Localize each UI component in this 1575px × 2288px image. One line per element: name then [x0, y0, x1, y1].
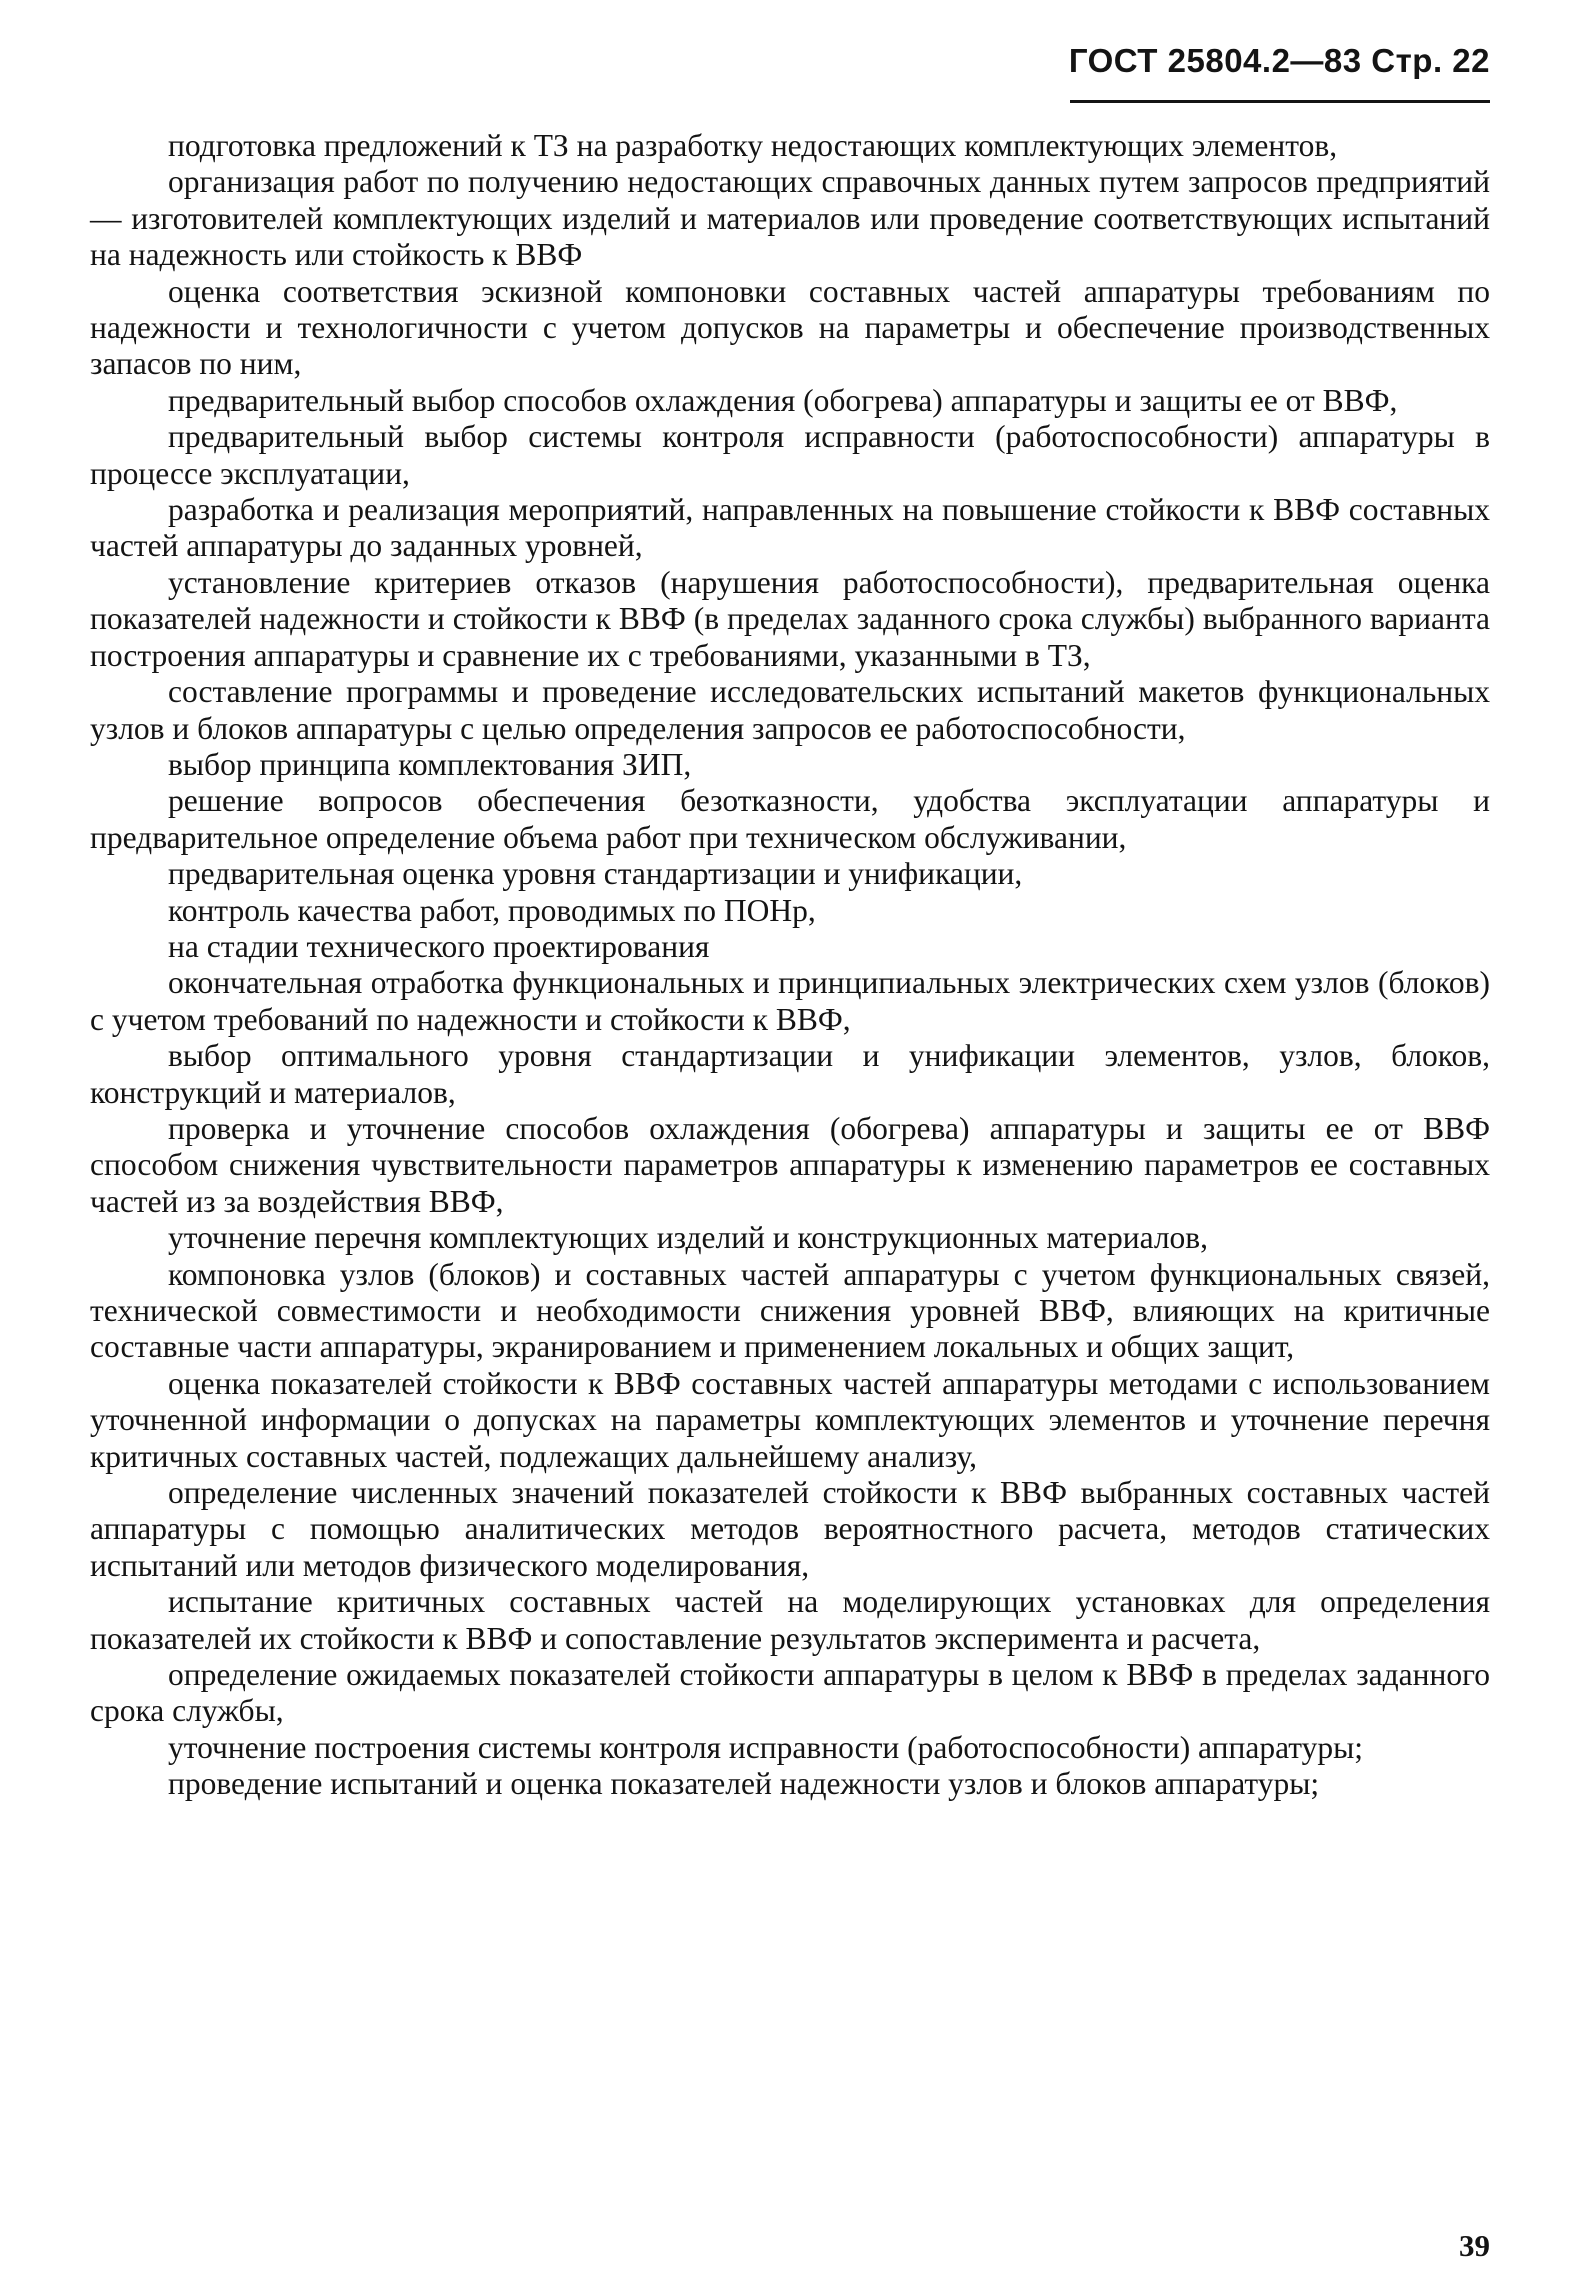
- paragraph: оценка показателей стойкости к ВВФ составных частей аппаратуры методами с использованием уточненной информации о допусках на параметры комплектующих элементов и уточнение перечня критичных составных частей, подлежащих дальнейшему анализу,: [90, 1365, 1490, 1474]
- paragraph: определение ожидаемых показателей стойкости аппаратуры в целом к ВВФ в пределах заданного срока службы,: [90, 1657, 1490, 1729]
- paragraph: оценка соответствия эскизной компоновки составных частей аппаратуры требованиям по надежности и технологичности с учетом допусков на параметры и обеспечение производственных запасов по ним,: [90, 273, 1490, 382]
- header-rule: [1070, 100, 1490, 103]
- paragraph: разработка и реализация мероприятий, направленных на повышение стойкости к ВВФ составных частей аппаратуры до заданных уровней,: [90, 492, 1490, 564]
- document-body: [90, 128, 1490, 1803]
- page-number: 39: [1459, 2228, 1490, 2263]
- paragraph: предварительный выбор способов охлаждения (обогрева) аппаратуры и защиты ее от ВВФ,: [168, 382, 1398, 418]
- paragraph: уточнение построения системы контроля исправности (работоспособности) аппаратуры;: [168, 1729, 1364, 1765]
- section-heading: на стадии технического проектирования: [168, 928, 710, 964]
- paragraph: установление критериев отказов (нарушения работоспособности), предварительная оценка показателей надежности и стойкости к ВВФ (в пределах заданного срока службы) выбранного варианта построения аппаратуры и сравнение их с требованиями, указанными в ТЗ,: [90, 564, 1490, 673]
- paragraph: проверка и уточнение способов охлаждения (обогрева) аппаратуры и защиты ее от ВВФ способом снижения чувствительности параметров аппаратуры к изменению параметров ее составных частей из за воздействия ВВФ,: [90, 1110, 1490, 1219]
- paragraph: окончательная отработка функциональных и принципиальных электрических схем узлов (блоков) с учетом требований по надежности и стойкости к ВВФ,: [90, 965, 1490, 1037]
- paragraph: предварительная оценка уровня стандартизации и унификации,: [168, 856, 1023, 892]
- paragraph: решение вопросов обеспечения безотказности, удобства эксплуатации аппаратуры и предварительное определение объема работ при техническом обслуживании,: [90, 783, 1490, 855]
- paragraph: определение численных значений показателей стойкости к ВВФ выбранных составных частей аппаратуры с помощью аналитических методов вероятностного расчета, методов статических испытаний или методов физического моделирования,: [90, 1475, 1490, 1583]
- paragraph: подготовка предложений к ТЗ на разработку недостающих комплектующих элементов,: [168, 128, 1338, 163]
- paragraph: выбор оптимального уровня стандартизации и унификации элементов, узлов, блоков, конструкций и материалов,: [90, 1038, 1490, 1110]
- paragraph: компоновка узлов (блоков) и составных частей аппаратуры с учетом функциональных связей, технической совместимости и необходимости снижения уровней ВВФ, влияющих на критичные составные части аппаратуры, экранированием и применением локальных и общих защит,: [90, 1256, 1490, 1365]
- paragraph: испытание критичных составных частей на моделирующих установках для определения показателей их стойкости к ВВФ и сопоставление результатов эксперимента и расчета,: [90, 1584, 1490, 1656]
- page-header: ГОСТ 25804.2—83 Стр. 22: [1068, 42, 1490, 79]
- paragraph: проведение испытаний и оценка показателей надежности узлов и блоков аппаратуры;: [168, 1766, 1320, 1802]
- paragraph: предварительный выбор системы контроля исправности (работоспособности) аппаратуры в процессе эксплуатации,: [90, 419, 1490, 491]
- paragraph: организация работ по получению недостающих справочных данных путем запросов предприятий — изготовителей комплектующих изделий и материалов или проведение соответствующих испытаний на надежность или стойкость к ВВФ: [90, 164, 1490, 273]
- paragraph: выбор принципа комплектования ЗИП,: [168, 746, 692, 782]
- paragraph: составление программы и проведение исследовательских испытаний макетов функциональных узлов и блоков аппаратуры с целью определения запросов ее работоспособности,: [90, 674, 1490, 746]
- paragraph: уточнение перечня комплектующих изделий и конструкционных материалов,: [168, 1220, 1209, 1256]
- paragraph: контроль качества работ, проводимых по ПОНр,: [168, 892, 816, 928]
